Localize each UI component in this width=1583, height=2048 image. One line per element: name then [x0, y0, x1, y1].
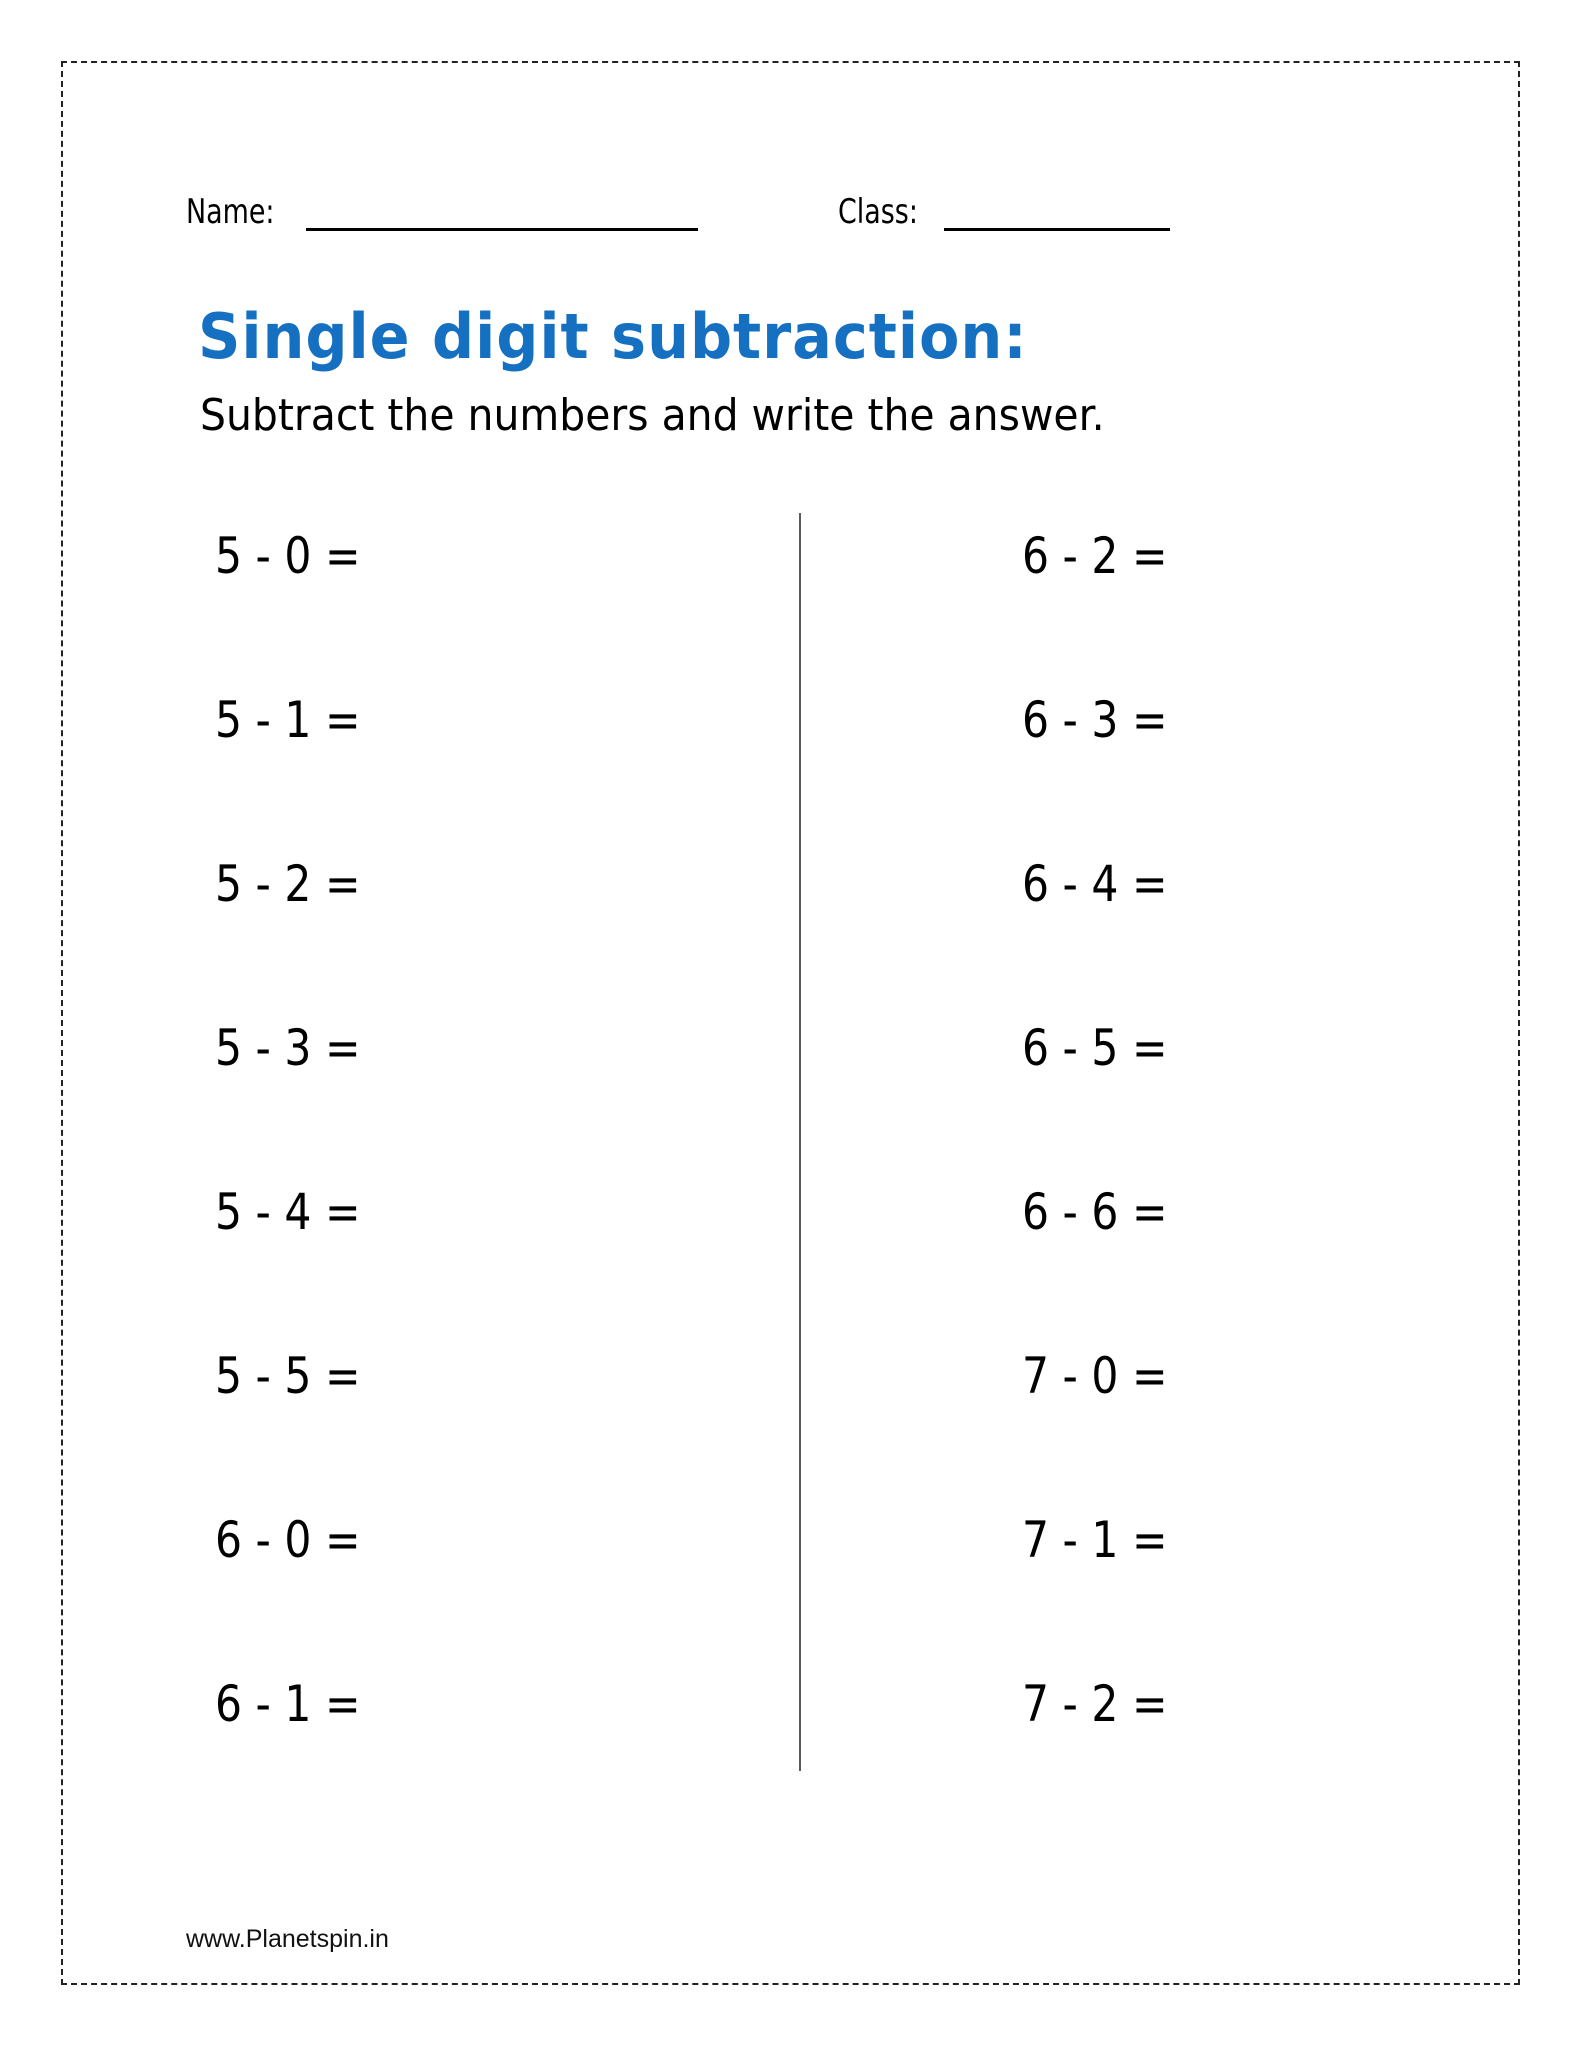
problem-item: 6 - 3 = — [1022, 691, 1168, 749]
problem-item: 5 - 2 = — [215, 855, 361, 913]
worksheet-instructions: Subtract the numbers and write the answer. — [200, 390, 1105, 441]
problem-item: 7 - 0 = — [1022, 1347, 1168, 1405]
problem-item: 6 - 5 = — [1022, 1019, 1168, 1077]
problem-item: 5 - 3 = — [215, 1019, 361, 1077]
problem-item: 7 - 1 = — [1022, 1511, 1168, 1569]
class-blank-line[interactable] — [944, 228, 1170, 231]
problem-item: 5 - 1 = — [215, 691, 361, 749]
class-label: Class: — [838, 192, 918, 232]
worksheet-title: Single digit subtraction: — [198, 300, 1028, 373]
problem-item: 7 - 2 = — [1022, 1675, 1168, 1733]
problem-item: 6 - 6 = — [1022, 1183, 1168, 1241]
footer-website: www.Planetspin.in — [186, 1925, 389, 1953]
name-label: Name: — [186, 192, 275, 232]
problem-item: 5 - 5 = — [215, 1347, 361, 1405]
column-divider — [799, 513, 801, 1771]
name-blank-line[interactable] — [306, 228, 698, 231]
problem-item: 6 - 2 = — [1022, 527, 1168, 585]
problem-item: 6 - 4 = — [1022, 855, 1168, 913]
problem-item: 5 - 4 = — [215, 1183, 361, 1241]
problem-item: 6 - 0 = — [215, 1511, 361, 1569]
problem-item: 6 - 1 = — [215, 1675, 361, 1733]
problem-item: 5 - 0 = — [215, 527, 361, 585]
